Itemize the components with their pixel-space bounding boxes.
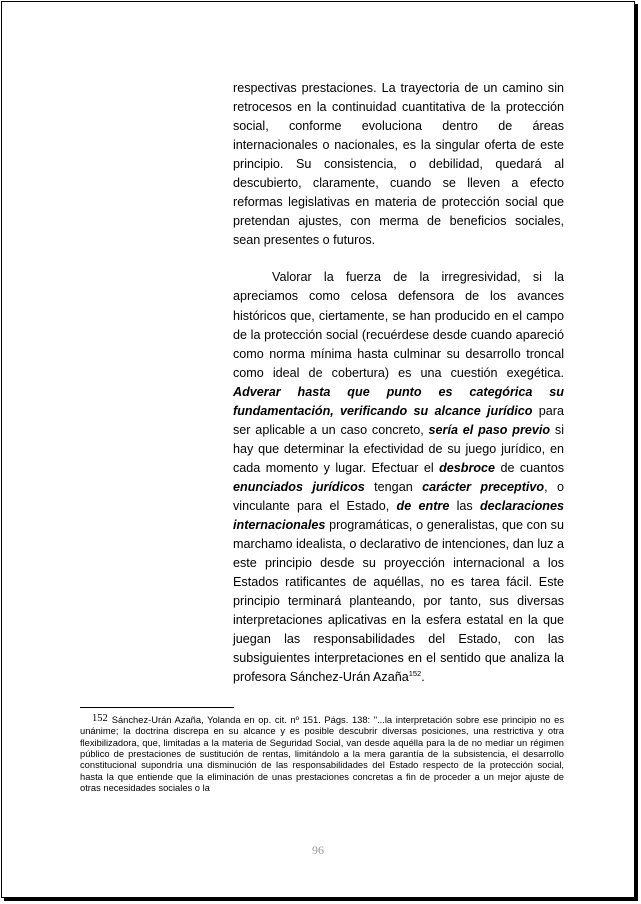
footnote-reference[interactable]: 152 [408,669,422,679]
emphasis-text: desbroce [439,460,496,475]
emphasis-text: de entre [396,498,450,513]
emphasis-text: carácter preceptivo [422,479,545,494]
footnote [80,713,564,794]
body-text [233,79,564,687]
paragraph-1: respectivas prestaciones. La trayectoria de un camino sin retrocesos en la continuidad cuantitativa de la protección social, conforme evoluciona dentro de áreas internacionales o nacionales, es la singular oferta de este principio. Su consistencia, o debilidad, quedará al descubierto, claramente, cuando se lleven a efecto reformas legislativas en materia de protección social que pretendan ajustes, con merma de beneficios sociales, sean presentes o futuros. [233,81,564,248]
paragraph-2: Valorar la fuerza de la irregresividad, si la apreciamos como celosa defensora de los avances históricos que, ciertamente, se han producido en el campo de la protección social (recuérdese desde cuando apareció como norma mínima hasta culminar su desarrollo troncal como ideal de cobertura) es una cuestión exegética. Adverar hasta que punto es categórica su fundamentación, verificando su alcance jurídico para ser aplicable a un caso concreto, sería el paso previo si hay que determinar la efectividad de su juego jurídico, en cada momento y lugar. Efectuar el desbroce de cuantos enunciados jurídicos tengan carácter preceptivo, o vinculante para el Estado, de entre las declaraciones internacionales programáticas, o generalistas, que con su marchamo idealista, o declarativo de intenciones, dan luz a este principio desde su proyección internacional a los Estados ratificantes de aquéllas, no es tarea fácil. Este principio terminará planteando, por tanto, sus diversas interpretaciones aplicativas en la esfera estatal en la que juegan las responsabilidades del Estado, con las subsiguientes interpretaciones en el sentido que analiza la profesora Sánchez-Urán Azaña$^{152}$. [233,270,565,685]
emphasis-text: enunciados jurídicos [233,479,365,494]
emphasis-text: Adverar hasta que punto es categórica su fundamentación, verificando su alcance jurídico [233,384,564,418]
footnote-text: Sánchez-Urán Azaña, Yolanda en op. cit. nº 151. Págs. 138: "...la interpretación sobre ese principio no es unánime; la doctrina discrepa en su alcance y es posible descubrir diversas posiciones, una restrictiva y otra flexibilizadora, que, limitadas a la materia de Seguridad Social, van desde aquélla para la de no mediar un régimen público de prestaciones de sustitución de rentas, limitándolo a la mera garantía de la subsistencia, el desarrollo constitucional supondría una disminución de las responsabilidades del Estado respecto de la protección social, hasta la que entiende que la eliminación de unas prestaciones concretas a fin de proceder a un mejor ajuste de otras necesidades sociales o la [80,715,564,794]
page-number: 96 [312,843,324,857]
footnote-separator [80,707,234,708]
emphasis-text: sería el paso previo [428,422,551,437]
footnote-number: 152 [92,713,108,724]
emphasis-text: declaraciones internacionales [233,498,564,533]
document-page [1,1,635,898]
